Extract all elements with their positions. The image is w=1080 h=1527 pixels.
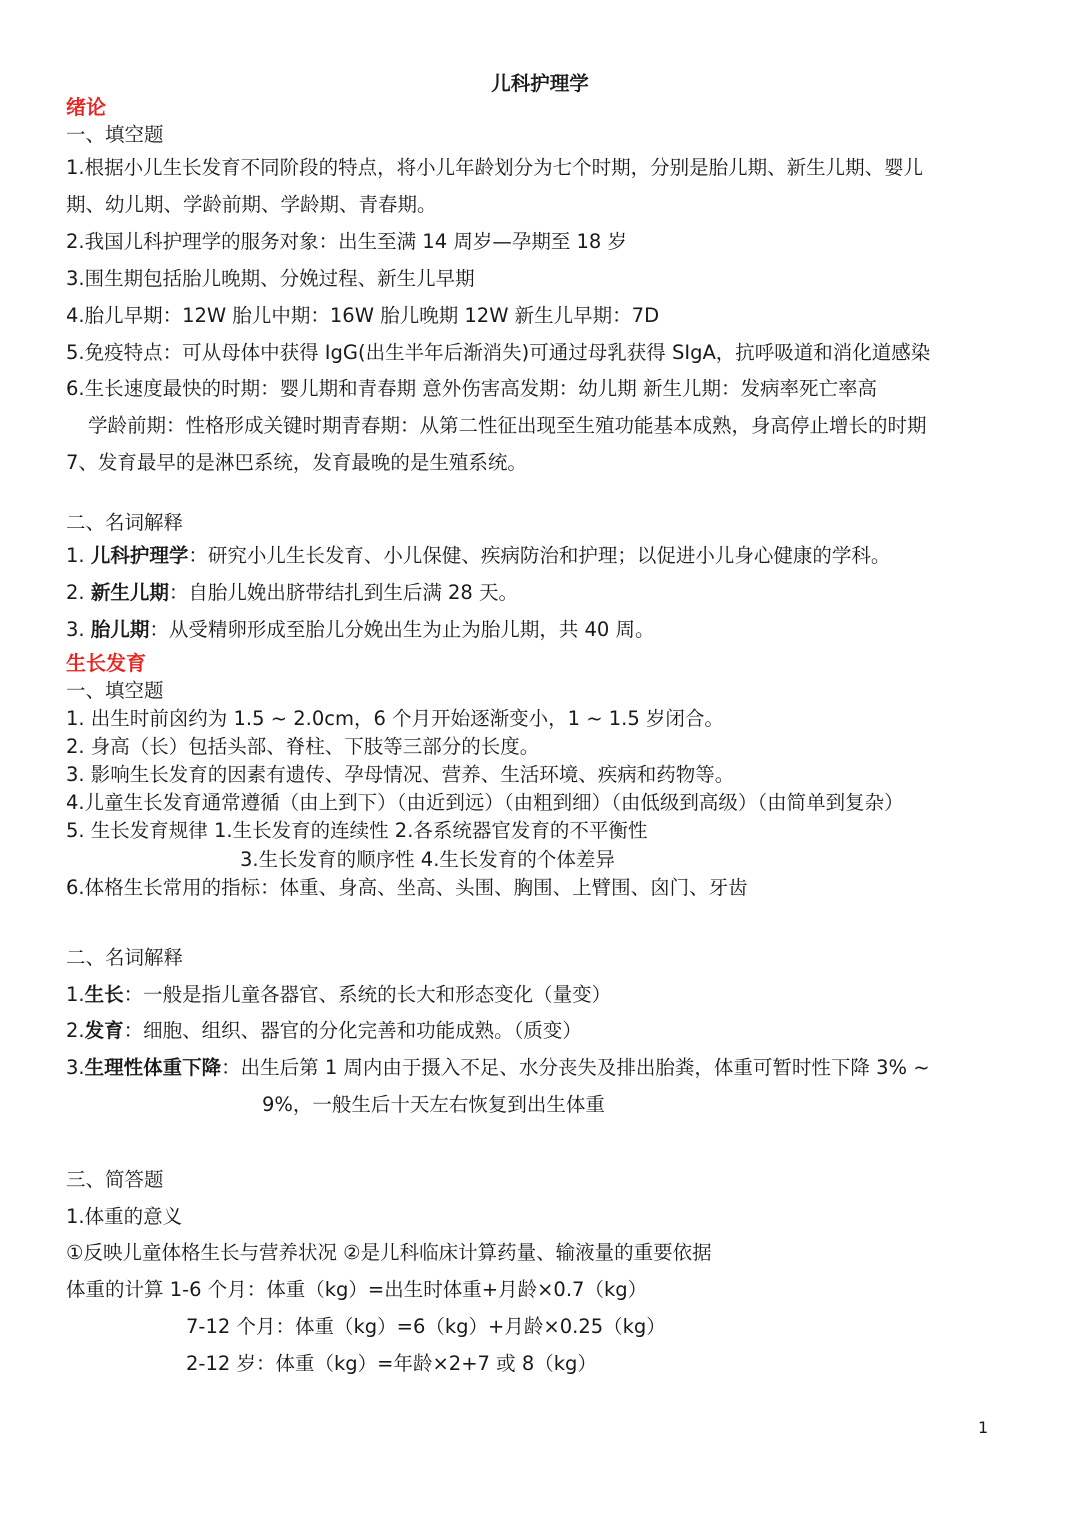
term-item <box>66 543 890 569</box>
term-number: 2. <box>66 1019 85 1042</box>
section-heading-fill: 一、填空题 <box>66 679 164 702</box>
term-number: 3. <box>66 1056 85 1079</box>
text-line: 学龄前期：性格形成关键时期青春期：从第二性征出现至生殖功能基本成熟，身高停止增长的时期 <box>88 414 927 437</box>
text-line: 1.体重的意义 <box>66 1205 183 1228</box>
text-line: 7-12 个月：体重（kg）=6（kg）+月龄×0.25（kg） <box>186 1315 666 1338</box>
text-line: 3.围生期包括胎儿晚期、分娩过程、新生儿早期 <box>66 267 475 290</box>
term-definition: ：自胎儿娩出脐带结扎到生后满 28 天。 <box>168 581 519 604</box>
term-item <box>66 1055 930 1081</box>
text-line: 2-12 岁：体重（kg）=年龄×2+7 或 8（kg） <box>186 1352 597 1375</box>
term-name: 生理性体重下降 <box>84 1056 222 1079</box>
term-definition: ：出生后第 1 周内由于摄入不足、水分丧失及排出胎粪，体重可暂时性下降 3% ~ <box>221 1056 930 1079</box>
text-line: 7、发育最早的是淋巴系统，发育最晚的是生殖系统。 <box>66 451 527 474</box>
text-line: 体重的计算 1-6 个月：体重（kg）=出生时体重+月龄×0.7（kg） <box>66 1278 648 1301</box>
chapter-heading-intro: 绪论 <box>66 95 106 119</box>
term-name: 胎儿期 <box>90 618 150 641</box>
term-number: 1. <box>66 544 91 567</box>
term-definition: ：细胞、组织、器官的分化完善和功能成熟。（质变） <box>123 1019 582 1042</box>
text-line: 5.免疫特点：可从母体中获得 IgG(出生半年后渐消失)可通过母乳获得 SIgA，抗呼吸道和消化道感染 <box>66 341 931 364</box>
term-definition: ：从受精卵形成至胎儿分娩出生为止为胎儿期，共 40 周。 <box>149 618 655 641</box>
text-line: 期、幼儿期、学龄前期、学龄期、青春期。 <box>66 193 437 216</box>
term-name: 生长 <box>84 983 124 1006</box>
text-line: ①反映儿童体格生长与营养状况 ②是儿科临床计算药量、输液量的重要依据 <box>66 1241 712 1264</box>
text-line: 2. 身高（长）包括头部、脊柱、下肢等三部分的长度。 <box>66 735 540 758</box>
term-number: 2. <box>66 581 91 604</box>
term-name: 新生儿期 <box>90 581 169 604</box>
chapter-heading-growth: 生长发育 <box>66 651 146 675</box>
text-line: 4.儿童生长发育通常遵循（由上到下）（由近到远）（由粗到细）（由低级到高级）（由简单到复杂） <box>66 791 904 814</box>
term-name: 儿科护理学 <box>90 544 189 567</box>
section-heading-fill: 一、填空题 <box>66 123 164 146</box>
text-line: 6.体格生长常用的指标：体重、身高、坐高、头围、胸围、上臂围、囟门、牙齿 <box>66 876 748 899</box>
text-line: 2.我国儿科护理学的服务对象：出生至满 14 周岁—孕期至 18 岁 <box>66 230 628 253</box>
document-title: 儿科护理学 <box>491 72 589 95</box>
term-definition: ：一般是指儿童各器官、系统的长大和形态变化（量变） <box>123 983 612 1006</box>
term-item <box>66 1018 582 1044</box>
text-line: 3.生长发育的顺序性 4.生长发育的个体差异 <box>240 848 615 871</box>
text-line: 6.生长速度最快的时期：婴儿期和青春期 意外伤害高发期：幼儿期 新生儿期：发病率死亡率高 <box>66 377 878 400</box>
term-number: 3. <box>66 618 91 641</box>
term-name: 发育 <box>84 1019 124 1042</box>
text-line: 1.根据小儿生长发育不同阶段的特点，将小儿年龄划分为七个时期，分别是胎儿期、新生儿期、婴儿 <box>66 156 924 179</box>
section-heading-terms: 二、名词解释 <box>66 946 184 969</box>
term-definition: ：研究小儿生长发育、小儿保健、疾病防治和护理；以促进小儿身心健康的学科。 <box>188 544 891 567</box>
text-line: 3. 影响生长发育的因素有遗传、孕母情况、营养、生活环境、疾病和药物等。 <box>66 763 735 786</box>
text-line: 4.胎儿早期：12W 胎儿中期：16W 胎儿晚期 12W 新生儿早期：7D <box>66 304 660 327</box>
term-item <box>66 617 655 643</box>
section-heading-short: 三、简答题 <box>66 1168 164 1191</box>
term-number: 1. <box>66 983 85 1006</box>
text-line: 9%，一般生后十天左右恢复到出生体重 <box>262 1093 605 1116</box>
text-line: 1. 出生时前囟约为 1.5 ~ 2.0cm，6 个月开始逐渐变小，1 ~ 1.5 岁闭合。 <box>66 707 724 730</box>
page-number: 1 <box>978 1418 989 1437</box>
term-item <box>66 580 518 606</box>
text-line: 5. 生长发育规律 1.生长发育的连续性 2.各系统器官发育的不平衡性 <box>66 819 648 842</box>
term-item <box>66 982 611 1008</box>
section-heading-terms: 二、名词解释 <box>66 511 184 534</box>
